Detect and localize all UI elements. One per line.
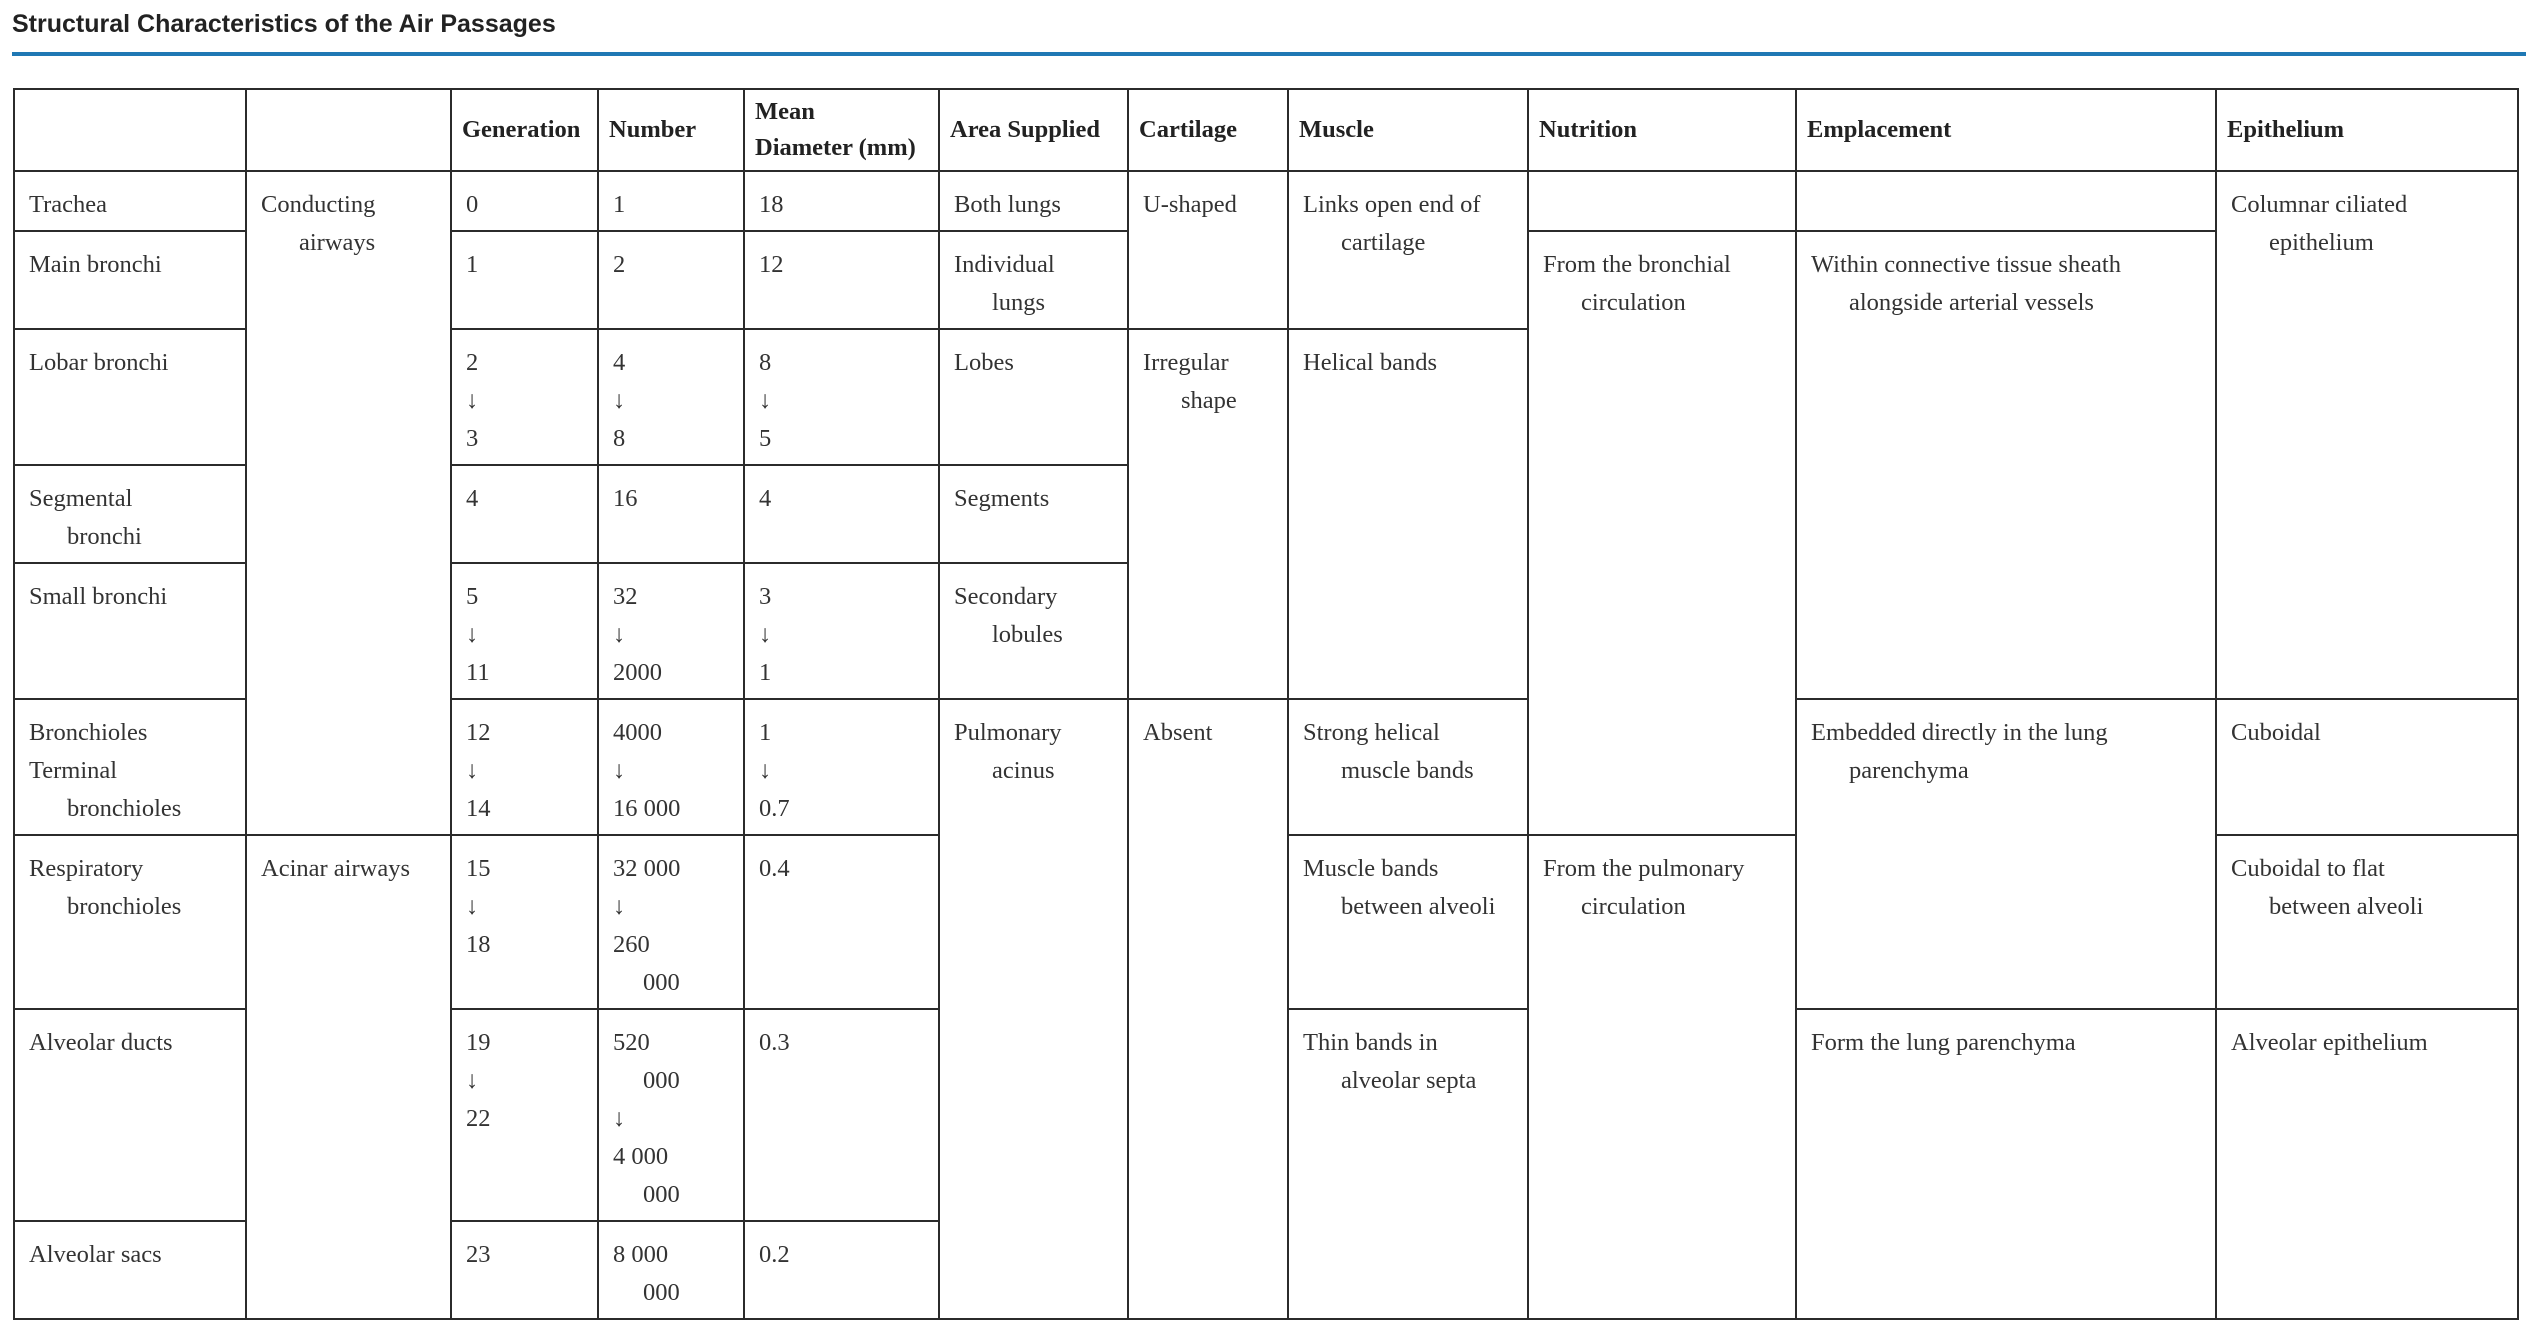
header-number: Number [598,89,744,171]
header-name [14,89,246,171]
diameter-cell: 0.2 [744,1221,939,1319]
zone-conducting: Conducting airways [246,171,451,835]
number-cell: 520 000 ↓ 4 000 000 [598,1009,744,1221]
airway-name: Small bronchi [14,563,246,699]
down-arrow-icon: ↓ [466,1067,479,1094]
down-arrow-icon: ↓ [613,387,626,414]
header-diameter-line1: Mean [755,98,815,125]
muscle-strong: Strong helical muscle bands [1288,699,1528,835]
muscle-links: Links open end of cartilage [1288,171,1528,329]
header-epithelium: Epithelium [2216,89,2518,171]
diameter-cell: 18 [744,171,939,231]
generation-cell: 2 ↓ 3 [451,329,598,465]
nutrition-empty [1528,171,1796,231]
airway-name: Alveolar ducts [14,1009,246,1221]
area-cell: Lobes [939,329,1128,465]
area-acinus: Pulmonary acinus [939,699,1128,1319]
epithelium-ciliated: Columnar ciliated epithelium [2216,171,2518,699]
page-title: Structural Characteristics of the Air Passages [12,10,556,38]
header-emplacement: Emplacement [1796,89,2216,171]
emplacement-form: Form the lung parenchyma [1796,1009,2216,1319]
area-cell: Individual lungs [939,231,1128,329]
airway-name: Main bronchi [14,231,246,329]
muscle-thin: Thin bands in alveolar septa [1288,1009,1528,1319]
emplacement-embedded: Embedded directly in the lung parenchyma [1796,699,2216,1009]
header-diameter [744,89,939,171]
diameter-cell: 4 [744,465,939,563]
nutrition-bronchial: From the bronchial circulation [1528,231,1796,835]
generation-cell: 0 [451,171,598,231]
down-arrow-icon: ↓ [613,757,626,784]
generation-cell: 15 ↓ 18 [451,835,598,1009]
header-nutrition: Nutrition [1528,89,1796,171]
down-arrow-icon: ↓ [613,893,626,920]
header-generation: Generation [451,89,598,171]
zone-acinar: Acinar airways [246,835,451,1319]
generation-cell: 5 ↓ 11 [451,563,598,699]
down-arrow-icon: ↓ [466,893,479,920]
number-cell: 16 [598,465,744,563]
header-muscle: Muscle [1288,89,1528,171]
emplacement-empty [1796,171,2216,231]
airway-name: Lobar bronchi [14,329,246,465]
number-cell: 32 000 ↓ 260 000 [598,835,744,1009]
airway-name: Segmental bronchi [14,465,246,563]
down-arrow-icon: ↓ [466,757,479,784]
down-arrow-icon: ↓ [759,757,772,784]
down-arrow-icon: ↓ [466,621,479,648]
epithelium-flat: Cuboidal to flat between alveoli [2216,835,2518,1009]
epithelium-alveolar: Alveolar epithelium [2216,1009,2518,1319]
down-arrow-icon: ↓ [613,621,626,648]
title-rule [12,52,2526,56]
number-cell: 32 ↓ 2000 [598,563,744,699]
epithelium-cuboidal: Cuboidal [2216,699,2518,835]
area-cell: Both lungs [939,171,1128,231]
down-arrow-icon: ↓ [759,621,772,648]
generation-cell: 19 ↓ 22 [451,1009,598,1221]
muscle-helical: Helical bands [1288,329,1528,699]
cartilage-irregular: Irregular shape [1128,329,1288,699]
diameter-cell: 1 ↓ 0.7 [744,699,939,835]
diameter-cell: 3 ↓ 1 [744,563,939,699]
header-diameter-line2: Diameter (mm) [755,134,916,161]
table-row [14,171,2518,231]
down-arrow-icon: ↓ [613,1105,626,1132]
airway-name: Respiratory bronchioles [14,835,246,1009]
airway-name: Alveolar sacs [14,1221,246,1319]
header-row [14,89,2518,171]
down-arrow-icon: ↓ [466,387,479,414]
header-cartilage: Cartilage [1128,89,1288,171]
airway-name: Trachea [14,171,246,231]
generation-cell: 1 [451,231,598,329]
diameter-cell: 0.3 [744,1009,939,1221]
cartilage-absent: Absent [1128,699,1288,1319]
air-passages-table [13,88,2519,1320]
airway-name: Bronchioles Terminal bronchioles [14,699,246,835]
diameter-cell: 0.4 [744,835,939,1009]
header-area: Area Supplied [939,89,1128,171]
generation-cell: 23 [451,1221,598,1319]
number-cell: 2 [598,231,744,329]
generation-cell: 4 [451,465,598,563]
muscle-between: Muscle bands between alveoli [1288,835,1528,1009]
number-cell: 1 [598,171,744,231]
area-cell: Secondary lobules [939,563,1128,699]
cartilage-u-shaped: U-shaped [1128,171,1288,329]
area-cell: Segments [939,465,1128,563]
nutrition-pulmonary: From the pulmonary circulation [1528,835,1796,1319]
emplacement-sheath: Within connective tissue sheath alongside arterial vessels [1796,231,2216,699]
down-arrow-icon: ↓ [759,387,772,414]
diameter-cell: 8 ↓ 5 [744,329,939,465]
number-cell: 4000 ↓ 16 000 [598,699,744,835]
number-cell: 8 000 000 [598,1221,744,1319]
diameter-cell: 12 [744,231,939,329]
number-cell: 4 ↓ 8 [598,329,744,465]
header-zone [246,89,451,171]
generation-cell: 12 ↓ 14 [451,699,598,835]
